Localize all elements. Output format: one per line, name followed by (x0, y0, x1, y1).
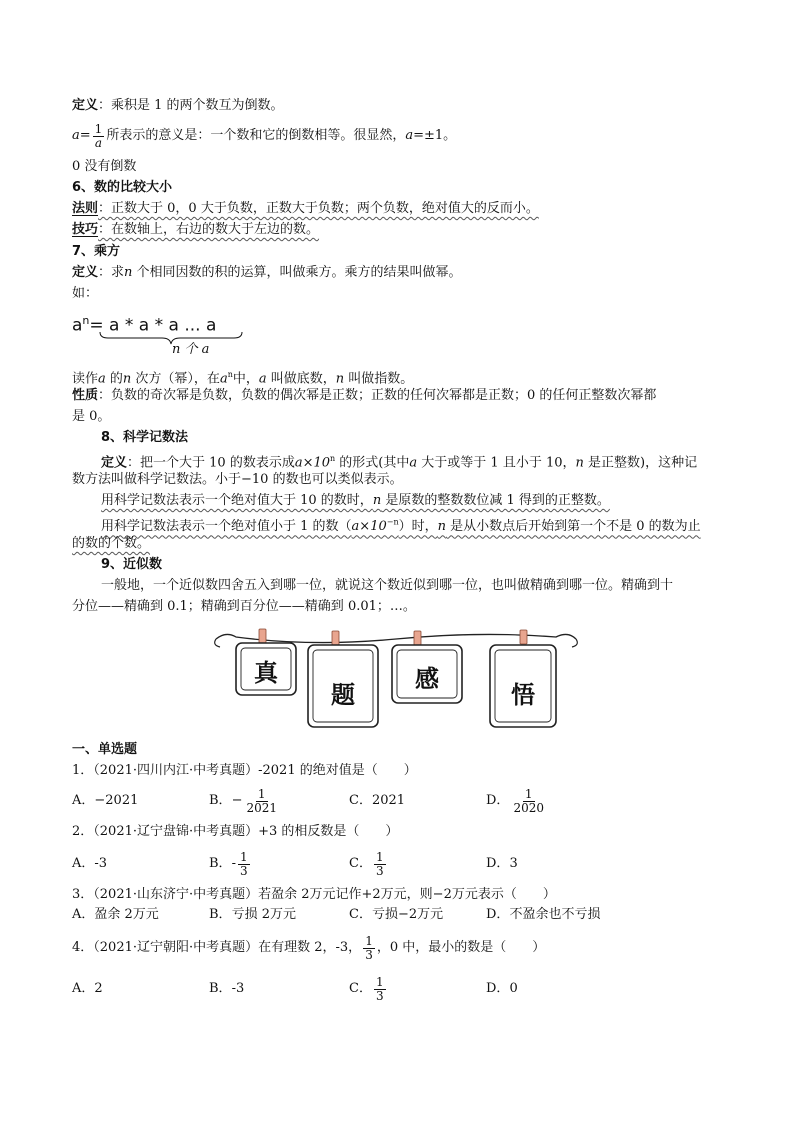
section-heading-7: 7、乘方 (72, 244, 121, 259)
q1-option-c[interactable]: C．2021 (349, 793, 406, 808)
section-heading-8: 8、科学记数法 (101, 430, 189, 445)
banner-illustration (212, 625, 580, 733)
q3-option-a[interactable]: A．盈余 2万元 (72, 907, 159, 922)
power-property: 性质：负数的奇次幂是负数，负数的偶次幂是正数；正数的任何次幂都是正数；0 的任何正整数次幂都 (72, 388, 657, 403)
power-definition: 定义：求n 个相同因数的积的运算，叫做乘方。乘方的结果叫做幂。 (72, 265, 462, 280)
section-heading-6: 6、数的比较大小 (72, 180, 173, 195)
q4-option-d[interactable]: D．0 (486, 981, 518, 996)
question-3-stem: 3．（2021·山东济宁·中考真题）若盈余 2万元记作+2万元，则−2万元表示（ ） (72, 887, 556, 902)
sci-notation-small-cont: 的数的个数。 (72, 536, 151, 551)
fraction: $\frac{1}{a}$ (94, 121, 103, 150)
underbrace (98, 331, 244, 345)
sci-notation-definition-cont: 数方法叫做科学记数法。小于−10 的数也可以类似表示。 (72, 472, 403, 487)
fraction: $\frac{1}{2020}$ (513, 786, 544, 815)
example-label: 如： (72, 286, 99, 301)
banner-char-2: 题 (331, 680, 355, 709)
fraction: $\frac{1}{3}$ (375, 849, 384, 878)
q4-option-c[interactable]: C． $\frac{1}{3}$ (349, 974, 384, 1003)
q2-option-d[interactable]: D．3 (486, 856, 518, 871)
q3-option-b[interactable]: B．亏损 2万元 (209, 907, 296, 922)
approximation-text-cont: 分位——精确到 0.1；精确到百分位——精确到 0.01；…。 (72, 599, 416, 614)
fraction: $\frac{1}{2021}$ (246, 786, 278, 815)
power-property-cont: 是 0。 (72, 409, 111, 424)
approximation-text: 一般地，一个近似数四舍五入到哪一位，就说这个数近似到哪一位，也叫做精确到哪一位。精确到十 (101, 578, 674, 593)
section-heading-9: 9、近似数 (101, 557, 163, 572)
q2-option-a[interactable]: A．-3 (72, 856, 108, 871)
zero-note: 0 没有倒数 (72, 159, 137, 174)
fraction: $\frac{1}{3}$ (365, 933, 373, 962)
question-1-stem: 1．（2021·四川内江·中考真题）-2021 的绝对值是（ ） (72, 763, 417, 778)
section-title: 一、单选题 (72, 742, 138, 757)
banner-char-1: 真 (254, 658, 278, 687)
banner-char-4: 悟 (511, 680, 535, 709)
sci-notation-large: 用科学记数法表示一个绝对值大于 10 的数时，n 是原数的整数数位减 1 得到的正整数。 (101, 493, 610, 508)
fraction: $\frac{1}{3}$ (239, 849, 248, 878)
power-expression: $a^n= a * a * a$ ... a (72, 314, 217, 336)
q1-option-d[interactable]: D． $\frac{1}{2020}$ (486, 786, 544, 815)
q2-option-b[interactable]: B． - $\frac{1}{3}$ (209, 849, 248, 878)
q4-option-b[interactable]: B．-3 (209, 981, 245, 996)
banner-char-3: 感 (415, 664, 439, 693)
q1-option-a[interactable]: A．−2021 (72, 793, 139, 808)
fraction: $\frac{1}{3}$ (375, 974, 384, 1003)
power-reading: 读作a 的n 次方（幂），在$a^n$中，a 叫做底数，n 叫做指数。 (72, 370, 414, 387)
question-4-stem: 4．（2021·辽宁朝阳·中考真题）在有理数 2，-3， $\frac{1}{3}$ ，0 中，最小的数是（ ） (72, 933, 546, 962)
q3-option-d[interactable]: D．不盈余也不亏损 (486, 907, 601, 922)
q4-option-a[interactable]: A．2 (72, 981, 103, 996)
reciprocal-formula-line: a = $\frac{1}{a}$ 所表示的意义是：一个数和它的倒数相等。很显然， a =±1。 (72, 121, 457, 150)
reciprocal-definition: 定义：乘积是 1 的两个数互为倒数。 (72, 98, 284, 113)
q3-option-c[interactable]: C．亏损−2万元 (349, 907, 444, 922)
q1-option-b[interactable]: B． − $\frac{1}{2021}$ (209, 786, 278, 815)
comparison-rule: 法则：正数大于 0，0 大于负数，正数大于负数；两个负数，绝对值大的反而小。 (72, 201, 539, 216)
sci-notation-small: 用科学记数法表示一个绝对值小于 1 的数$(a\times 10^{-n})$时，n 是从小数点后开始到第一个不是 0 的数为止 (101, 518, 701, 535)
underbrace-label: n 个 a (172, 342, 210, 357)
q2-option-c[interactable]: C． $\frac{1}{3}$ (349, 849, 384, 878)
sci-notation-definition: 定义：把一个大于 10 的数表示成$a\times 10^n$ 的形式(其中a 大于或等于 1 且小于 10，n 是正整数)，这种记 (101, 454, 698, 471)
question-2-stem: 2．（2021·辽宁盘锦·中考真题）+3 的相反数是（ ） (72, 824, 399, 839)
comparison-tip: 技巧：在数轴上，右边的数大于左边的数。 (72, 222, 320, 237)
